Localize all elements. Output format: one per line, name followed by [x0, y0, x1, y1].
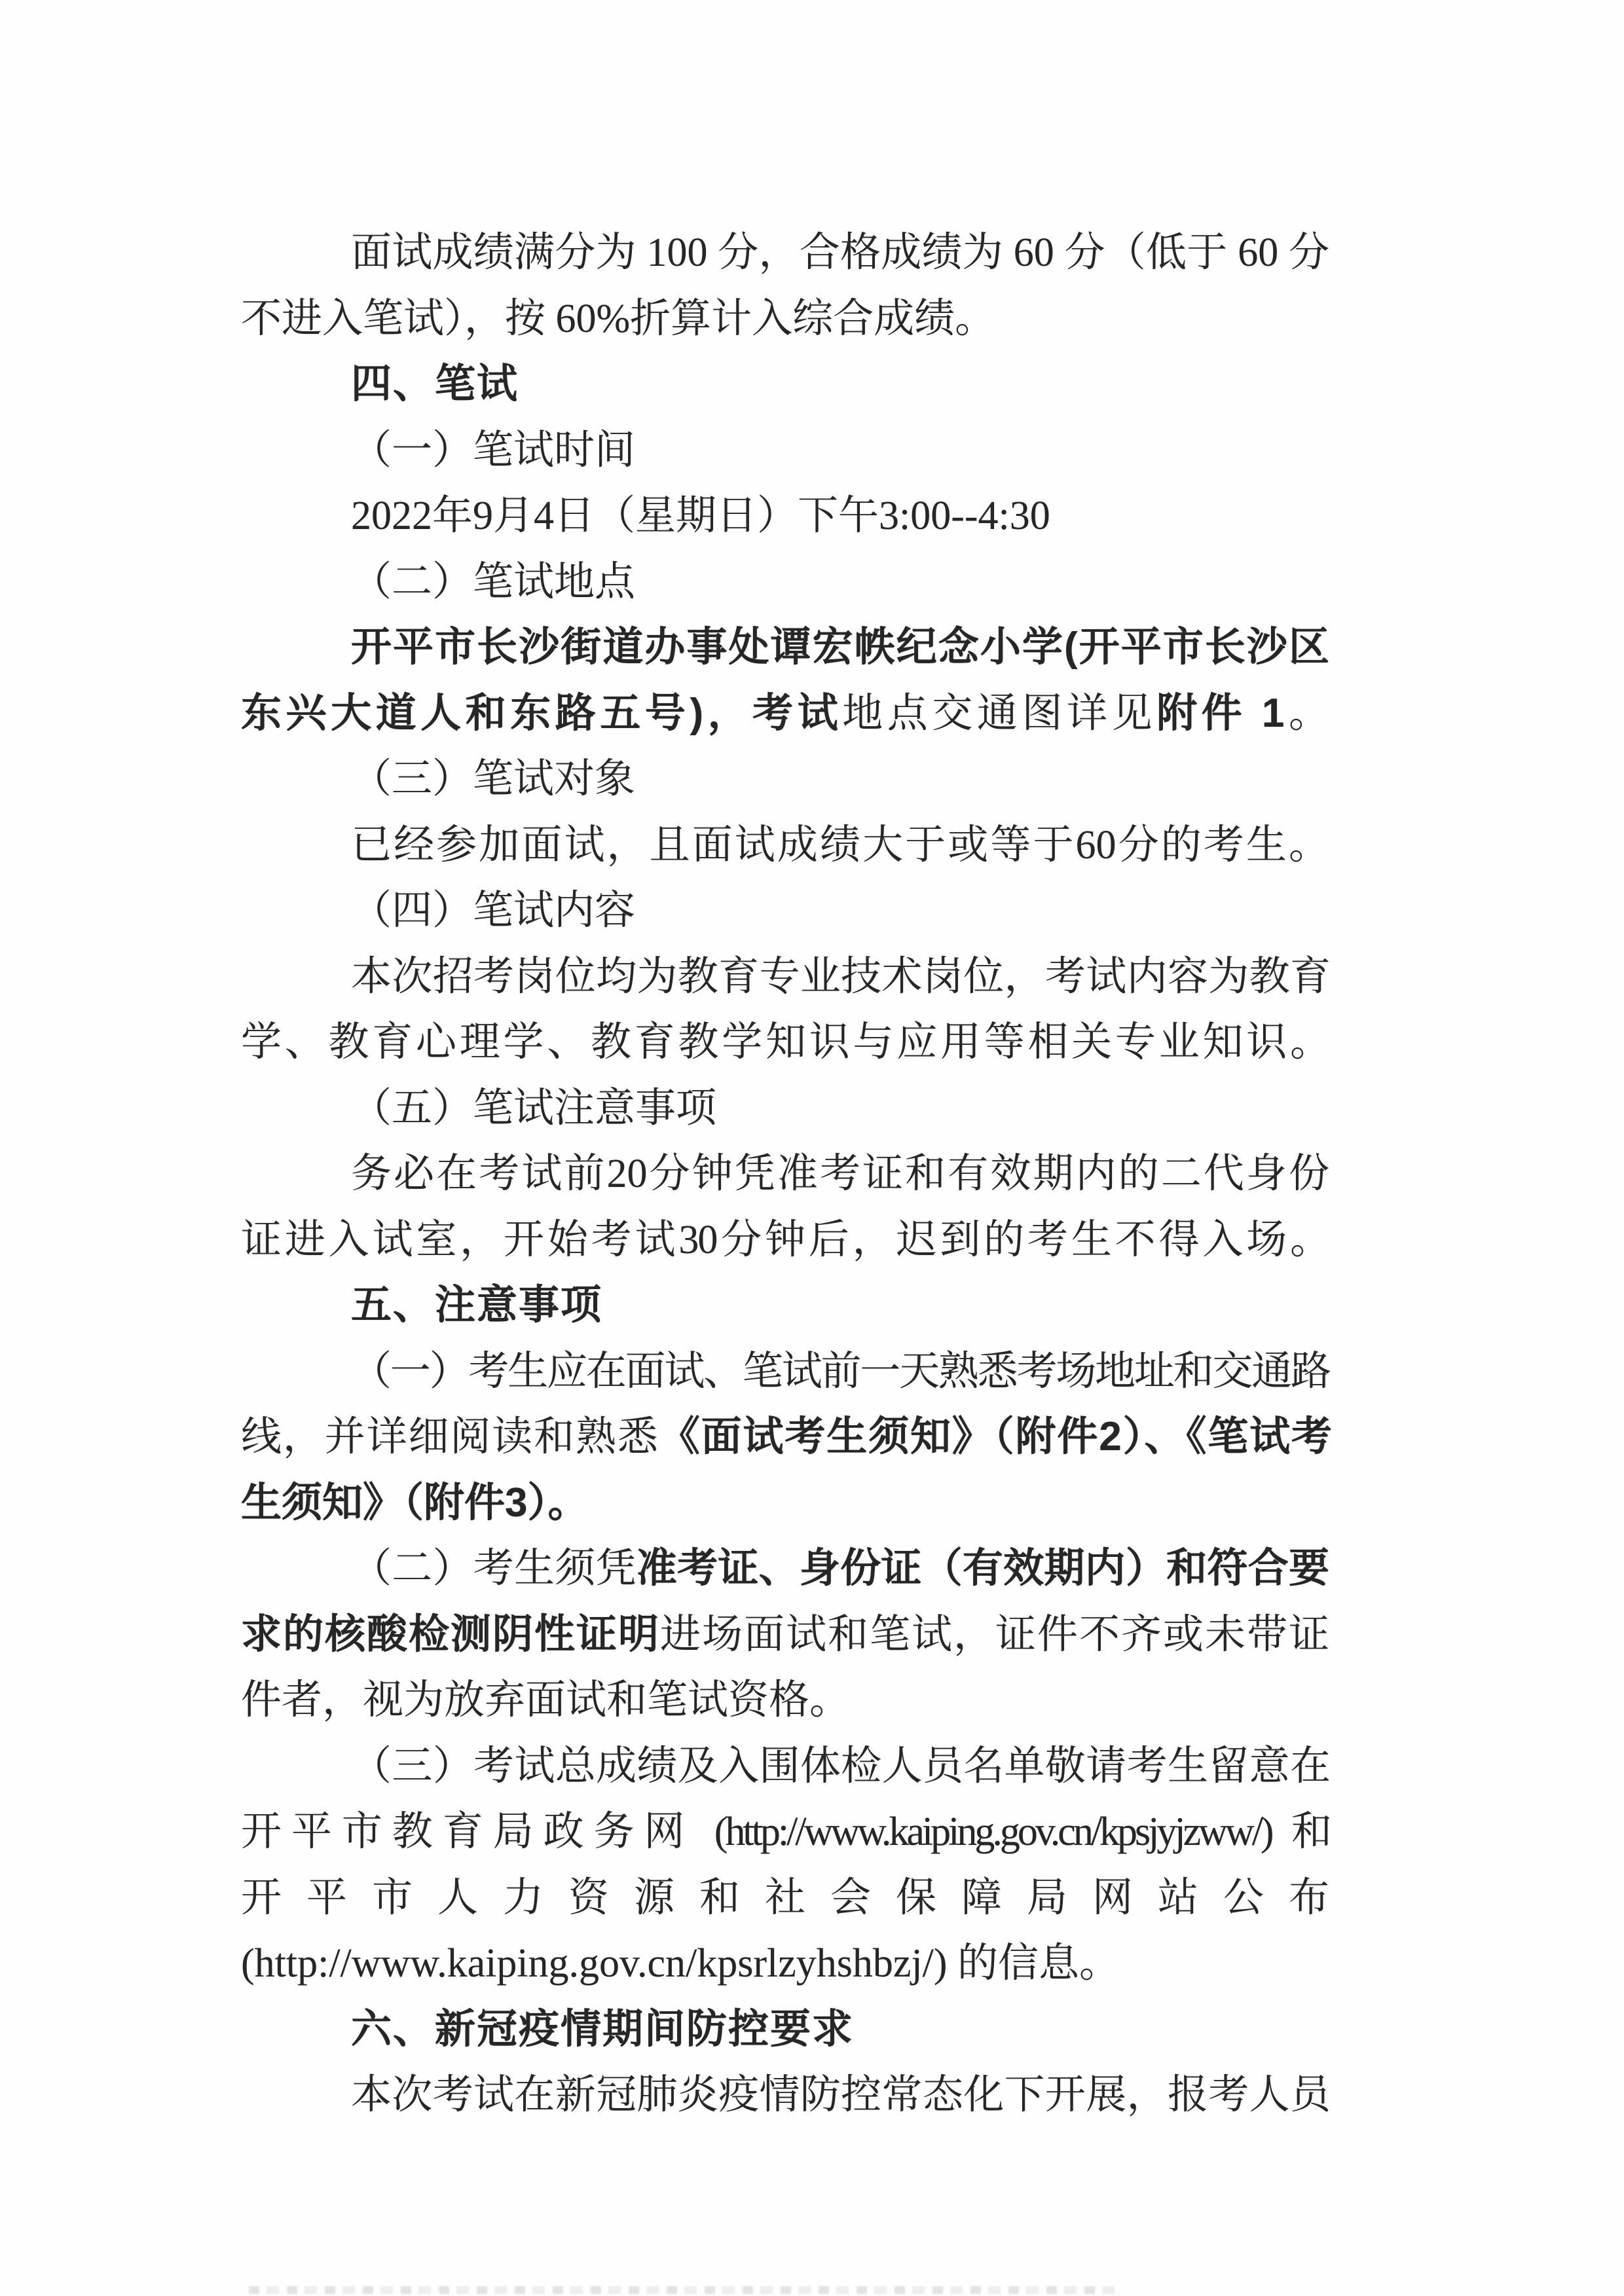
bleed-through-text	[249, 2286, 1120, 2294]
text-run: （五）笔试注意事项	[351, 1085, 717, 1131]
text-line	[241, 1010, 1329, 1076]
text-line	[241, 1207, 1329, 1273]
text-run: 务必在考试前20分钟凭准考证和有效期内的二代身份	[351, 1152, 1329, 1196]
text-line	[241, 746, 1329, 812]
section-heading	[241, 352, 1329, 418]
text-run: 线，并详细阅读和熟悉	[241, 1415, 659, 1459]
bold-text-run: 准考证、身份证（有效期内）和符合要	[636, 1546, 1329, 1591]
text-line	[241, 681, 1329, 747]
text-line	[241, 220, 1329, 286]
text-line	[241, 1404, 1329, 1470]
text-run: 进场面试和笔试，证件不齐或未带证	[660, 1612, 1329, 1657]
text-run: （一）笔试时间	[351, 428, 636, 473]
text-line	[241, 1141, 1329, 1207]
text-line	[241, 812, 1329, 879]
text-line	[241, 615, 1329, 681]
text-line	[241, 483, 1329, 549]
text-run: 本次招考岗位均为教育专业技术岗位，考试内容为教育	[351, 954, 1329, 999]
section-heading	[241, 1273, 1329, 1339]
text-run: 学、教育心理学、教育教学知识与应用等相关专业知识。	[241, 1020, 1329, 1065]
text-line	[241, 1931, 1329, 1997]
text-line	[241, 944, 1329, 1010]
text-line	[241, 286, 1329, 352]
text-run: 件者，视为放弃面试和笔试资格。	[241, 1678, 851, 1722]
text-run: （一）考生应在面试、笔试前一天熟悉考场地址和交通路	[351, 1349, 1329, 1394]
text-line	[241, 1865, 1329, 1931]
bold-text-run: 附件 1	[1156, 690, 1285, 736]
document-body	[241, 220, 1329, 2128]
text-run: （三）考试总成绩及入围体检人员名单敬请考生留意在	[351, 1743, 1329, 1789]
text-line	[241, 1076, 1329, 1142]
text-line	[241, 418, 1329, 484]
text-run: 面试成绩满分为 100 分，合格成绩为 60 分（低于 60 分	[351, 230, 1329, 275]
bold-text-run: 东兴大道人和东路五号)，考试	[241, 690, 843, 736]
bold-text-run: 《面试考生须知》（附件2）、《笔试考	[659, 1414, 1329, 1459]
section-heading	[241, 1997, 1329, 2063]
bold-text-run: 五、注意事项	[351, 1283, 603, 1328]
text-run: 开平市教育局政务网 (http://www.kaiping.gov.cn/kpsjyjzww/) 和	[241, 1810, 1329, 1854]
bold-text-run: 四、笔试	[351, 361, 519, 407]
text-line	[241, 1602, 1329, 1668]
bold-text-run: 求的核酸检测阴性证明	[241, 1611, 660, 1657]
text-run: 本次考试在新冠肺炎疫情防控常态化下开展，报考人员	[351, 2073, 1329, 2117]
text-line	[241, 878, 1329, 944]
text-run: 。	[1284, 691, 1329, 736]
bold-text-run: 六、新冠疫情期间防控要求	[351, 2006, 855, 2052]
text-run: 地点交通图详见	[842, 691, 1157, 736]
text-line	[241, 1339, 1329, 1405]
text-line	[241, 1536, 1329, 1602]
text-run: （二）笔试地点	[351, 559, 636, 604]
text-run: (http://www.kaiping.gov.cn/kpsrlzyhshbzj/) 的信息。	[241, 1941, 1120, 1986]
bold-text-run: 生须知》（附件3）。	[241, 1480, 589, 1525]
bold-text-run: 开平市长沙街道办事处谭宏帙纪念小学(开平市长沙区	[351, 625, 1329, 670]
text-run: 开平市人力资源和社会保障局网站公布	[241, 1875, 1329, 1920]
text-run: （三）笔试对象	[351, 757, 636, 801]
text-line	[241, 1734, 1329, 1800]
text-line	[241, 1470, 1329, 1537]
text-run: （四）笔试内容	[351, 888, 636, 933]
text-run: 已经参加面试，且面试成绩大于或等于60分的考生。	[351, 822, 1329, 867]
text-run: 2022年9月4日（星期日）下午3:00--4:30	[351, 494, 1050, 538]
text-run: 证进入试室，开始考试30分钟后，迟到的考生不得入场。	[241, 1217, 1329, 1262]
text-line	[241, 1667, 1329, 1734]
text-run: 不进入笔试），按 60%折算计入综合成绩。	[241, 296, 996, 341]
text-line	[241, 2062, 1329, 2128]
text-line	[241, 1799, 1329, 1865]
text-line	[241, 549, 1329, 615]
text-run: （二）考生须凭	[351, 1546, 637, 1591]
